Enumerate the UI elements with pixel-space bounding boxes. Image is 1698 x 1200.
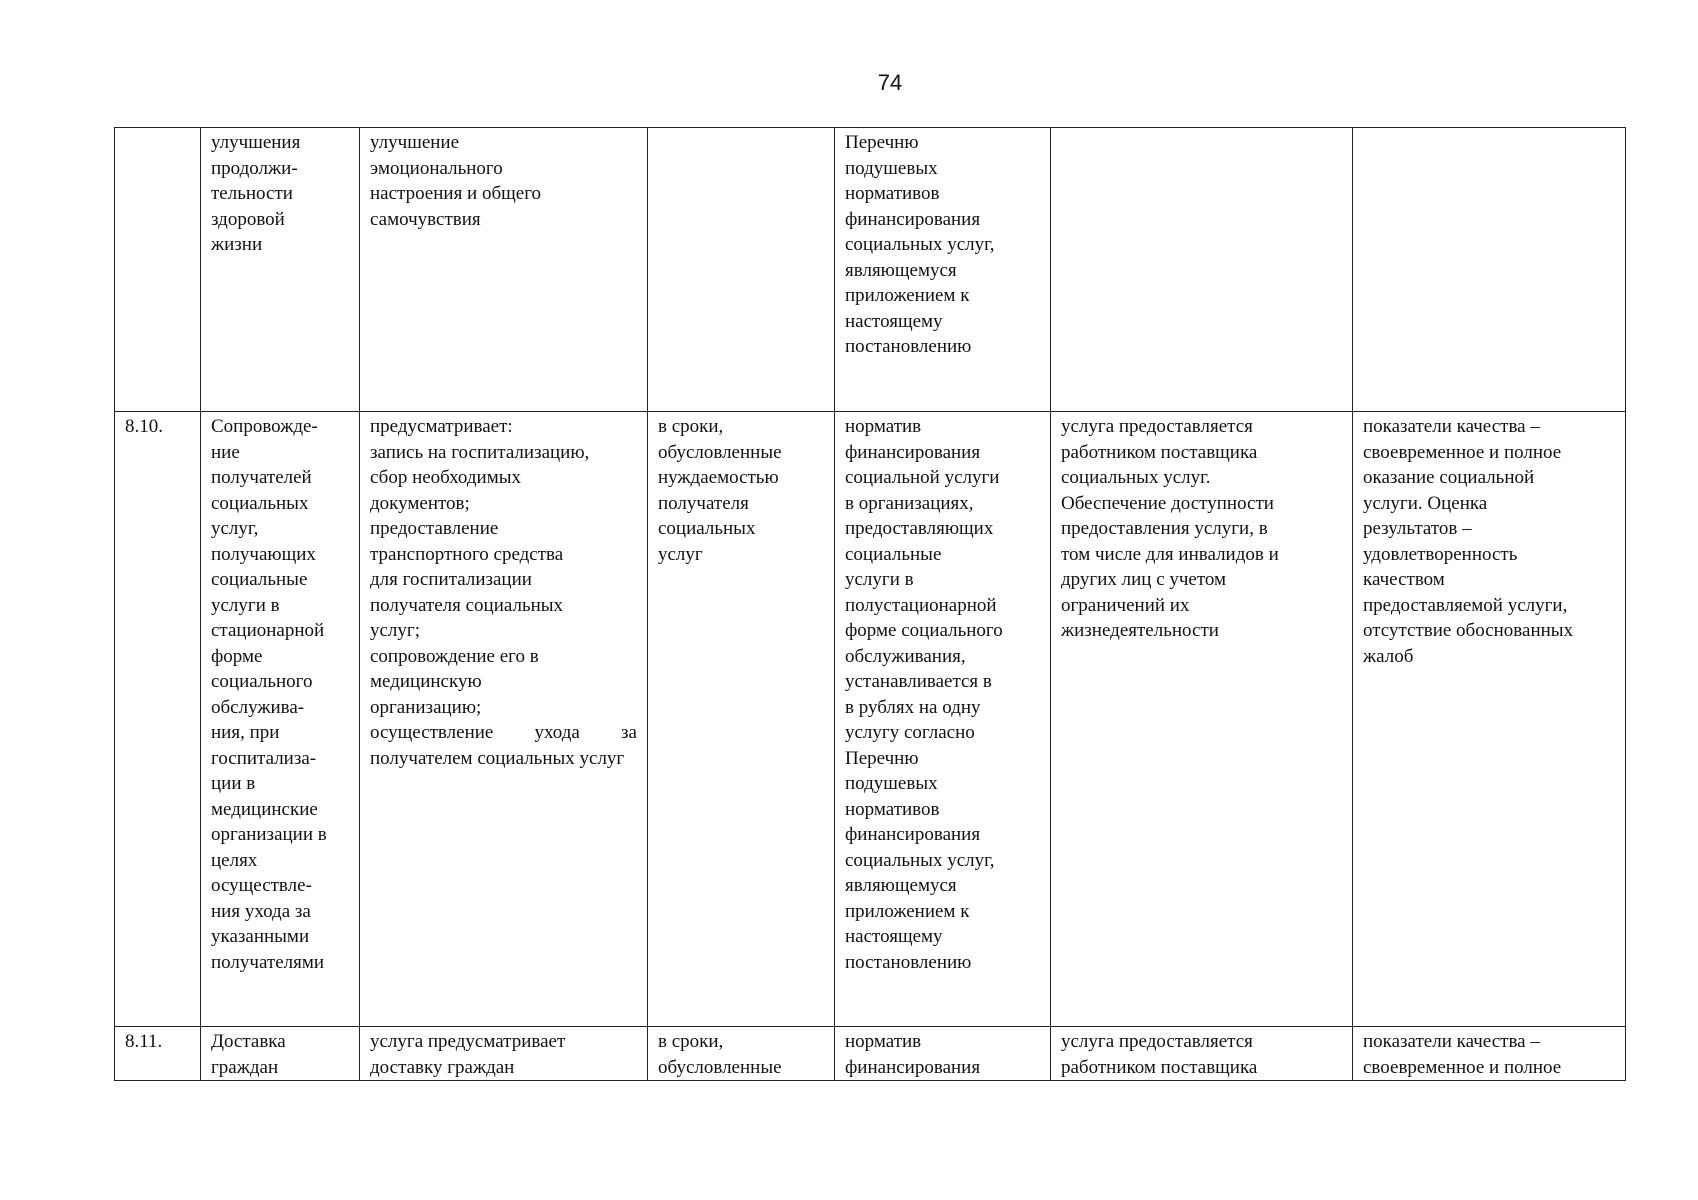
financing-norm-cell: Перечню подушевых нормативов финансирования социальных услуг, являющемуся приложением к настоящему постановлению [835,128,1051,412]
service-terms-cell: в сроки, обусловленные нуждаемостью получателя социальных услуг [648,412,835,1027]
conditions-cell [1051,128,1353,412]
service-content-cell: улучшение эмоционального настроения и общего самочувствия [360,128,648,412]
service-name-cell: Доставка граждан [201,1027,360,1081]
table-row [115,128,1626,412]
conditions-cell: услуга предоставляется работником поставщика социальных услуг. Обеспечение доступности предоставления услуги, в том числе для инвалидов и других лиц с учетом ограничений их жизнедеятельности [1051,412,1353,1027]
row-number-cell: 8.11. [115,1027,201,1081]
services-table [114,127,1626,1081]
table-row [115,1027,1626,1081]
financing-norm-cell: норматив финансирования [835,1027,1051,1081]
conditions-cell: услуга предоставляется работником поставщика [1051,1027,1353,1081]
quality-indicators-cell [1353,128,1626,412]
service-terms-cell: в сроки, обусловленные [648,1027,835,1081]
quality-indicators-cell: показатели качества – своевременное и полное оказание социальной услуги. Оценка результатов – удовлетворенность качеством предоставляемой услуги, отсутствие обоснованных жалоб [1353,412,1626,1027]
table-row [115,412,1626,1027]
service-content-cell: предусматривает: запись на госпитализацию, сбор необходимых документов; предоставление транспортного средства для госпитализации получателя социальных услуг; сопровождение его в медицинскую организацию; осуществление ухода за получателем социальных услуг [360,412,648,1027]
quality-indicators-cell: показатели качества – своевременное и полное [1353,1027,1626,1081]
row-number-cell [115,128,201,412]
service-name-cell: Сопровожде- ние получателей социальных услуг, получающих социальные услуги в стационарной форме социального обслужива- ния, при госпитализа- ции в медицинские организации в целях осуществле- ния ухода за указанными получателями [201,412,360,1027]
service-name-cell: улучшения продолжи- тельности здоровой жизни [201,128,360,412]
service-content-cell: услуга предусматривает доставку граждан [360,1027,648,1081]
row-number-cell: 8.10. [115,412,201,1027]
page-number: 74 [877,70,903,95]
financing-norm-cell: норматив финансирования социальной услуги в организациях, предоставляющих социальные услуги в полустационарной форме социального обслуживания, устанавливается в в рублях на одну услугу согласно Перечню подушевых нормативов финансирования социальных услуг, являющемуся приложением к настоящему постановлению [835,412,1051,1027]
service-terms-cell [648,128,835,412]
